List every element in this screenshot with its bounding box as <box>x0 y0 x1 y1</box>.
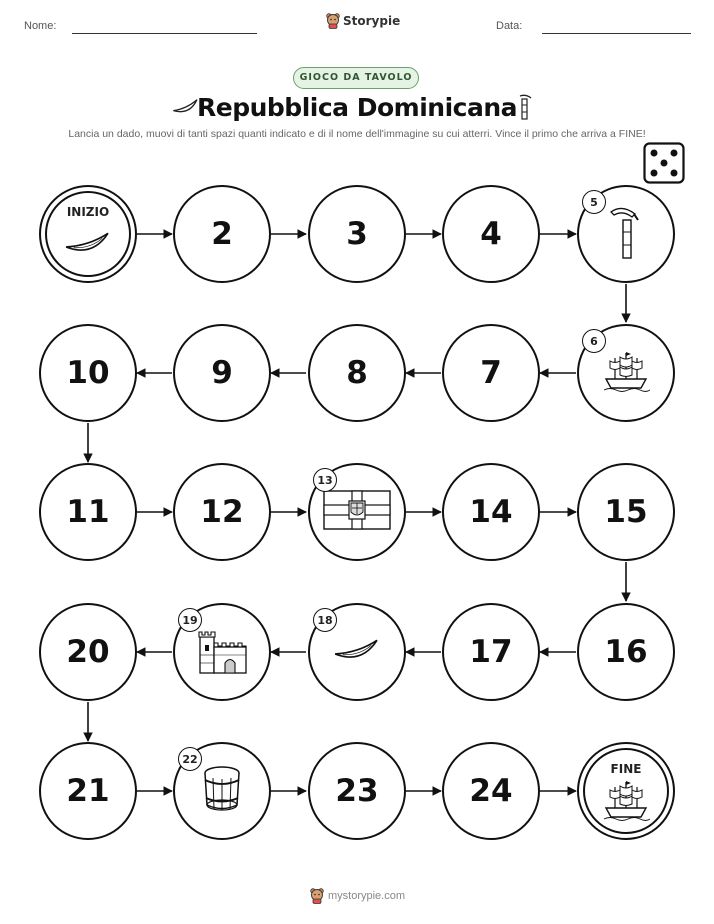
page-title: Repubblica Dominicana <box>197 93 517 122</box>
brand-name: Storypie <box>343 14 401 28</box>
square-number-badge: 6 <box>582 329 606 353</box>
square-number: 8 <box>346 355 368 391</box>
square-number: 4 <box>480 216 502 252</box>
square-number: 15 <box>604 494 648 530</box>
name-label: Nome: <box>24 20 57 32</box>
square-number: 20 <box>66 634 110 670</box>
number-square <box>442 324 540 422</box>
sailing-ship-icon <box>602 778 650 826</box>
square-number: 11 <box>66 494 110 530</box>
square-number-badge: 5 <box>582 190 606 214</box>
footer <box>310 888 405 904</box>
square-number: 7 <box>480 355 502 391</box>
number-square <box>39 463 137 561</box>
square-number-badge: 19 <box>178 608 202 632</box>
square-number-badge: 22 <box>178 747 202 771</box>
number-square <box>442 742 540 840</box>
number-square <box>308 742 406 840</box>
square-number: 14 <box>469 494 513 530</box>
sailing-ship-icon <box>602 349 650 397</box>
number-square <box>39 603 137 701</box>
category-badge: GIOCO DA TAVOLO <box>293 67 419 89</box>
sugarcane-machete-icon <box>608 204 644 264</box>
square-number: 3 <box>346 216 368 252</box>
canoe-icon <box>63 226 113 264</box>
square-number: 10 <box>66 355 110 391</box>
square-number: 12 <box>200 494 244 530</box>
square-number: 2 <box>211 216 233 252</box>
drum-icon <box>200 764 244 818</box>
square-number: 17 <box>469 634 513 670</box>
square-number-badge: 18 <box>313 608 337 632</box>
square-number: 21 <box>66 773 110 809</box>
number-square <box>173 324 271 422</box>
flag-icon <box>323 490 391 534</box>
square-number: 9 <box>211 355 233 391</box>
number-square <box>173 463 271 561</box>
fortress-icon <box>196 625 248 679</box>
finish-label: FINE <box>610 762 642 776</box>
number-square <box>308 324 406 422</box>
square-number: 24 <box>469 773 513 809</box>
date-label: Data: <box>496 20 523 32</box>
footer-url: mystorypie.com <box>328 890 406 902</box>
number-square <box>39 324 137 422</box>
number-square <box>308 185 406 283</box>
start-label: INIZIO <box>66 205 110 219</box>
bear-icon <box>310 888 324 904</box>
square-number: 16 <box>604 634 648 670</box>
finish-square <box>577 742 675 840</box>
number-square <box>39 742 137 840</box>
number-square <box>442 463 540 561</box>
start-square <box>39 185 137 283</box>
square-number-badge: 13 <box>313 468 337 492</box>
instructions: Lancia un dado, muovi di tanti spazi quanti indicato e di il nome dell'immagine su cui atterri. Vince il primo che arriva a FINE! <box>68 128 646 140</box>
number-square <box>442 185 540 283</box>
number-square <box>577 463 675 561</box>
square-number: 23 <box>335 773 379 809</box>
number-square <box>577 603 675 701</box>
number-square <box>442 603 540 701</box>
canoe-icon <box>332 633 382 671</box>
number-square <box>173 185 271 283</box>
